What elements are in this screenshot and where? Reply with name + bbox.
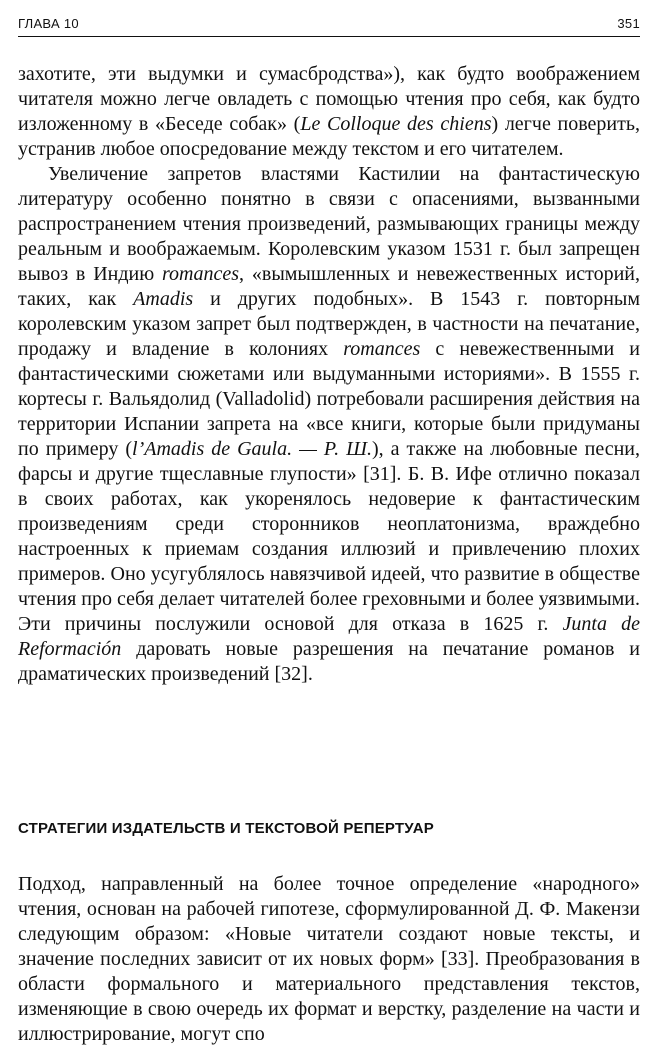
paragraph-castile: [18, 162, 640, 687]
text-run: Увеличение запретов властями Кастилии на фантастическую литературу особенно понятно в связи с опасениями, вызванными распространением чтения произведений, размывающих границы между реальным и воображаемым. Королевским указом 1531 г. был запрещен вывоз в Индию: [18, 163, 640, 285]
italic-term: Junta de Reformación: [18, 613, 640, 660]
page-number: 351: [617, 16, 640, 31]
paragraph-approach: [18, 872, 640, 1047]
italic-term: romances: [343, 338, 421, 360]
running-head: [18, 10, 640, 34]
text-run: ), а также на любовные песни, фарсы и другие тщеславные глупости» [31]. Б. В. Ифе отлично показал в своих работах, как укоренялось недоверие к фантастическим произведениям среди сторонников неоплатонизма, враждебно настроенных к приемам создания иллюзий и привлечению плохих примеров. Оно усугублялось навязчивой идеей, что развитие в обществе чтения про себя делает читателей более греховными и более уязвимыми. Эти причины послужили основой для отказа в 1625 г.: [18, 438, 640, 635]
book-page: [18, 0, 640, 1064]
body-text-bottom: [18, 872, 640, 1047]
italic-title: Le Colloque des chiens: [300, 113, 492, 135]
text-run: даровать новые разрешения на печатание романов и драматических произведений [32].: [18, 638, 640, 685]
text-run: с невежественными и фантастическими сюжетами или выдуманными историями». В 1555 г. кортесы г. Вальядолид (Valladolid) потребовали расширения действия на территории Испании запрета на «все книги, которые были придуманы по примеру (: [18, 338, 640, 460]
section-heading: СТРАТЕГИИ ИЗДАТЕЛЬСТВ И ТЕКСТОВОЙ РЕПЕРТУАР: [18, 820, 434, 837]
text-run: , «вымышленных и невежественных историй, таких, как: [18, 263, 641, 310]
text-run: ) легче поверить, устранив любое опосредование между текстом и его читателем.: [18, 113, 640, 160]
italic-term: l’Amadis de Gaula. — Р. Ш.: [132, 438, 372, 460]
chapter-label: ГЛАВА 10: [18, 16, 79, 31]
paragraph-continuation: [18, 62, 640, 162]
italic-term: Amadis: [133, 288, 194, 310]
italic-term: romances: [162, 263, 240, 285]
body-text-top: [18, 62, 640, 687]
text-run: и других подобных». В 1543 г. повторным королевским указом запрет был подтвержден, в частности на печатание, продажу и владение в колониях: [18, 288, 640, 360]
text-run: захотите, эти выдумки и сумасбродства»), как будто воображением читателя можно легче овладеть с помощью чтения про себя, как будто изложенному в «Беседе собак» (: [18, 63, 640, 135]
text-run: Подход, направленный на более точное определение «народного» чтения, основан на рабочей гипотезе, сформулированной Д. Ф. Макензи следующим образом: «Новые читатели создают новые тексты, и значение последних зависит от их новых форм» [33]. Преобразования в области формального и материального представления текстов, изменяющие в свою очередь их формат и верстку, разделение на части и иллюстрирование, могут спо: [18, 873, 640, 1045]
header-rule: [18, 36, 640, 37]
